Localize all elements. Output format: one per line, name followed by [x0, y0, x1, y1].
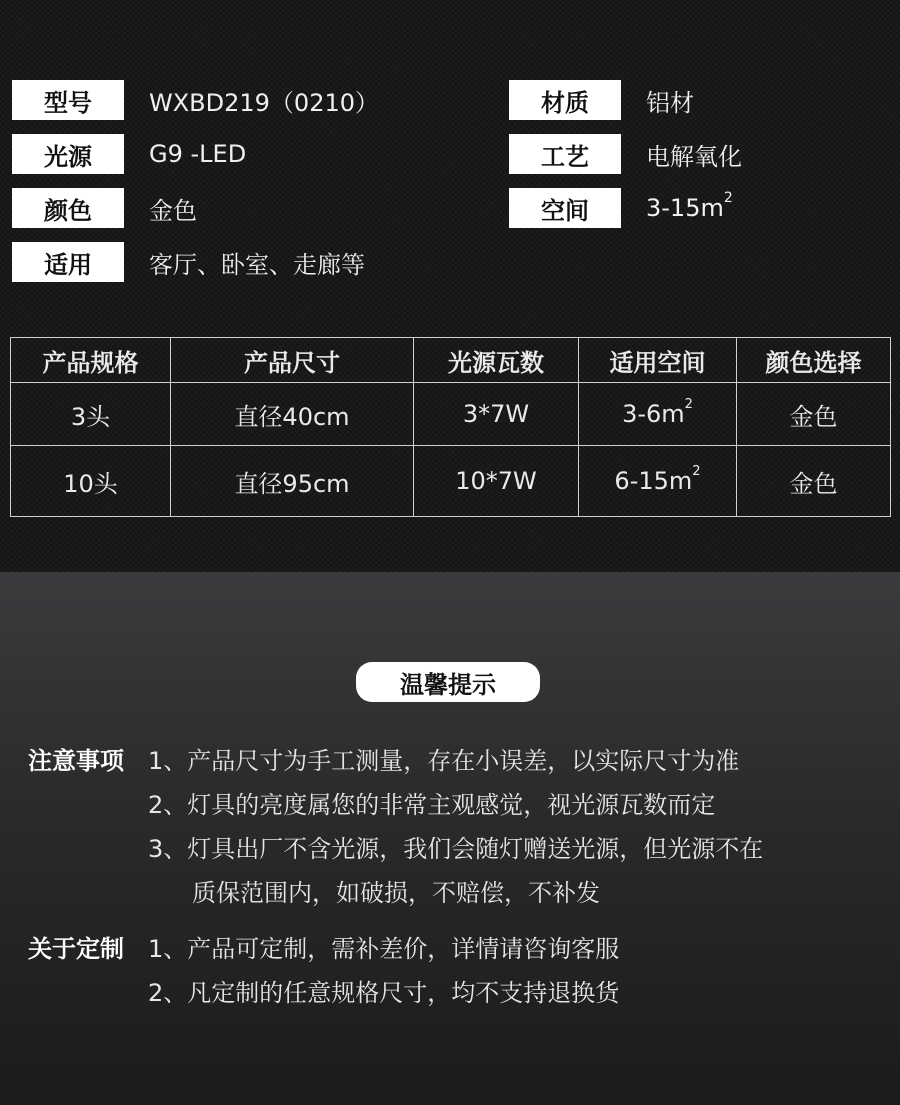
table-header: 适用空间: [579, 338, 737, 383]
spec-label-space: 空间: [509, 188, 621, 228]
spec-value-space-sup: 2: [723, 190, 733, 206]
table-header: 光源瓦数: [414, 338, 579, 383]
spec-label-craft: 工艺: [509, 134, 621, 174]
notice-line: 3、灯具出厂不含光源，我们会随灯赠送光源，但光源不在: [148, 835, 764, 863]
table-row: [11, 446, 891, 517]
spec-value-material: 铝材: [646, 88, 694, 117]
spec-row-material: [509, 80, 694, 120]
table-cell-space: 3-6m: [622, 400, 685, 428]
table-cell-space-sup: 2: [692, 464, 701, 479]
spec-row-space: [509, 188, 733, 228]
spec-row-light-source: [12, 134, 246, 174]
spec-label-model: 型号: [12, 80, 124, 120]
table-cell: [579, 383, 737, 446]
table-cell-space: 6-15m: [614, 467, 693, 495]
custom-line: 1、产品可定制，需补差价，详情请咨询客服: [148, 935, 620, 963]
spec-value-model: WXBD219（0210）: [149, 88, 380, 117]
spec-value-usage: 客厅、卧室、走廊等: [149, 250, 365, 279]
table-header: 产品尺寸: [171, 338, 414, 383]
table-cell: 10*7W: [414, 446, 579, 517]
spec-label-usage: 适用: [12, 242, 124, 282]
custom-heading: 关于定制: [28, 935, 124, 963]
spec-row-craft: [509, 134, 742, 174]
custom-line: 2、凡定制的任意规格尺寸，均不支持退换货: [148, 979, 620, 1007]
table-cell: 金色: [737, 446, 891, 517]
table-header: 颜色选择: [737, 338, 891, 383]
table-cell: 3头: [11, 383, 171, 446]
spec-row-usage: [12, 242, 365, 282]
notice-line: 2、灯具的亮度属您的非常主观感觉，视光源瓦数而定: [148, 791, 716, 819]
notice-line: 1、产品尺寸为手工测量，存在小误差，以实际尺寸为准: [148, 747, 740, 775]
table-cell: 直径95cm: [171, 446, 414, 517]
spec-row-color: [12, 188, 197, 228]
table-header: 产品规格: [11, 338, 171, 383]
table-header-row: [11, 338, 891, 383]
spec-value-space: [646, 190, 733, 222]
spec-label-material: 材质: [509, 80, 621, 120]
table-row: [11, 383, 891, 446]
spec-value-color: 金色: [149, 196, 197, 225]
notice-heading: 注意事项: [28, 747, 124, 775]
spec-value-space-text: 3-15m: [646, 194, 724, 222]
table-cell-space-sup: 2: [684, 397, 693, 412]
table-cell: [579, 446, 737, 517]
spec-table: [10, 337, 891, 517]
table-cell: 10头: [11, 446, 171, 517]
spec-value-craft: 电解氧化: [646, 142, 742, 171]
table-cell: 3*7W: [414, 383, 579, 446]
table-cell: 金色: [737, 383, 891, 446]
spec-value-light-source: G9 -LED: [149, 140, 247, 168]
table-cell: 直径40cm: [171, 383, 414, 446]
tips-title: 温馨提示: [356, 662, 540, 702]
spec-label-color: 颜色: [12, 188, 124, 228]
spec-row-model: [12, 80, 379, 120]
spec-label-light-source: 光源: [12, 134, 124, 174]
notice-line: 质保范围内，如破损，不赔偿，不补发: [192, 879, 600, 907]
